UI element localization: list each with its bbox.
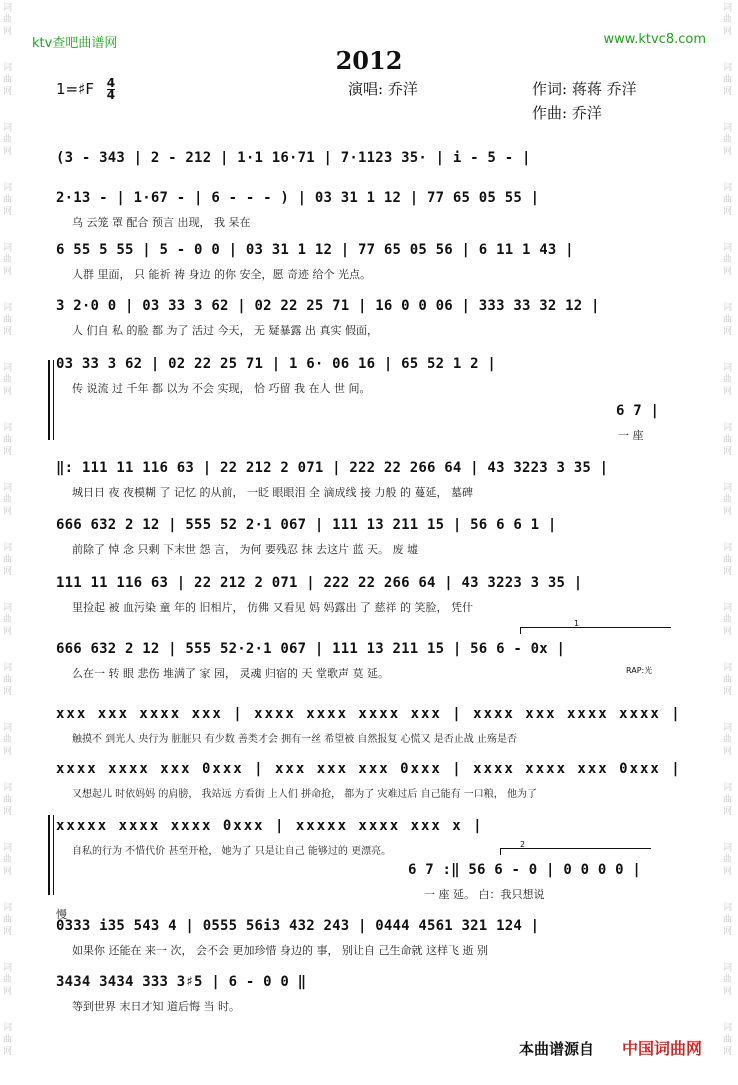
source-site[interactable]: 中国词曲网 <box>621 1039 702 1058</box>
watermark-char: 网 <box>723 147 733 157</box>
notation-line: 3434 3434 333 3♯5 | 6 - 0 0 ‖ <box>56 974 307 990</box>
watermark-char: 词 <box>3 243 13 253</box>
watermark-char: 词 <box>723 663 733 673</box>
watermark-char: 网 <box>3 1047 13 1057</box>
watermark-char: 词 <box>3 363 13 373</box>
watermark-char: 词 <box>723 123 733 133</box>
watermark-char: 曲 <box>723 255 733 265</box>
watermark-char: 曲 <box>723 615 733 625</box>
watermark-char: 词 <box>723 183 733 193</box>
watermark-char: 词 <box>3 3 13 13</box>
watermark-char: 词 <box>723 903 733 913</box>
notation-line: xxxx xxxx xxx 0xxx | xxx xxx xxx 0xxx | xxxx xxxx xxx 0xxx | <box>56 761 682 777</box>
watermark-char: 词 <box>723 3 733 13</box>
watermark-char: 曲 <box>3 615 13 625</box>
tempo-mark: 慢 <box>56 908 67 921</box>
watermark-char: 网 <box>723 447 733 457</box>
watermark-char: 网 <box>3 987 13 997</box>
rap-marker: RAP:光 <box>626 666 653 675</box>
watermark-char: 网 <box>723 507 733 517</box>
watermark-char: 网 <box>723 207 733 217</box>
watermark-char: 网 <box>723 267 733 277</box>
lyric-line: 么在一 转 眼 悲伤 堆满了 家 园， 灵魂 归宿的 天 堂歌声 莫 延。 <box>72 667 389 680</box>
watermark-char: 网 <box>723 807 733 817</box>
watermark-char: 网 <box>3 927 13 937</box>
watermark-char: 词 <box>3 723 13 733</box>
watermark-char: 网 <box>723 27 733 37</box>
singer-credit: 演唱: 乔洋 <box>348 80 418 98</box>
source-label: 本曲谱源自 <box>518 1040 594 1058</box>
watermark-char: 曲 <box>723 435 733 445</box>
watermark-char: 词 <box>723 843 733 853</box>
notation-line: xxxxx xxxx xxxx 0xxx | xxxxx xxxx xxx x | <box>56 818 484 834</box>
watermark-char: 网 <box>3 27 13 37</box>
watermark-char: 词 <box>723 963 733 973</box>
watermark-char: 曲 <box>723 495 733 505</box>
watermark-char: 曲 <box>723 1035 733 1045</box>
watermark-char: 曲 <box>723 675 733 685</box>
watermark-char: 曲 <box>3 1035 13 1045</box>
watermark-char: 词 <box>3 123 13 133</box>
watermark-char: 曲 <box>723 135 733 145</box>
watermark-char: 网 <box>3 87 13 97</box>
watermark-char: 网 <box>3 267 13 277</box>
watermark-char: 曲 <box>723 975 733 985</box>
watermark-char: 词 <box>3 663 13 673</box>
watermark-char: 曲 <box>3 375 13 385</box>
watermark-char: 曲 <box>3 795 13 805</box>
watermark-char: 词 <box>3 1023 13 1033</box>
watermark-char: 词 <box>723 603 733 613</box>
notation-line: 111 11 116 63 | 22 212 2 071 | 222 22 266 64 | 43 3223 3 35 | <box>56 575 583 591</box>
notation-line: 3 2·0 0 | 03 33 3 62 | 02 22 25 71 | 16 0 0 06 | 333 33 32 12 | <box>56 298 600 314</box>
watermark-char: 网 <box>3 507 13 517</box>
notation-line: 666 632 2 12 | 555 52·2·1 067 | 111 13 211 15 | 56 6 - 0x | <box>56 641 566 657</box>
lyric-line: 乌 云笼 罩 配合 预言 出现， 我 呆在 <box>72 216 251 229</box>
watermark-char: 网 <box>3 147 13 157</box>
watermark-char: 词 <box>723 243 733 253</box>
lyric-line: 传 说流 过 千年 都 以为 不会 实现， 恰 巧留 我 在人 世 间。 <box>72 382 371 395</box>
lyric-line: 自私的行为 不惜代价 甚至开枪， 她为了 只是让自己 能够过的 更漂亮。 <box>72 846 392 857</box>
lyric-line: 一 座 延。 白：我只想说 <box>424 888 545 901</box>
watermark-char: 网 <box>723 387 733 397</box>
watermark-char: 词 <box>3 183 13 193</box>
watermark-char: 网 <box>3 747 13 757</box>
watermark-char: 曲 <box>3 555 13 565</box>
right-watermark <box>720 0 738 1085</box>
watermark-char: 词 <box>723 723 733 733</box>
lyric-line: 触摸不 到光人 央行为 脏脏只 有少数 善类才会 拥有一丝 希望被 自然报复 心慌又 是否止战 止殇是否 <box>72 734 517 745</box>
watermark-char: 网 <box>3 327 13 337</box>
lyric-line: 如果你 还能在 来一 次， 会不会 更加珍惜 身边的 事， 别让自 己生命就 这样飞 逝 别 <box>72 944 488 957</box>
watermark-char: 曲 <box>3 75 13 85</box>
watermark-char: 词 <box>723 483 733 493</box>
watermark-char: 词 <box>723 543 733 553</box>
watermark-char: 网 <box>3 867 13 877</box>
notation-line: 03 33 3 62 | 02 22 25 71 | 1 6· 06 16 | 65 52 1 2 | <box>56 356 497 372</box>
watermark-char: 网 <box>723 567 733 577</box>
composer-credit: 作曲: 乔洋 <box>532 104 602 122</box>
watermark-char: 网 <box>723 687 733 697</box>
notation-line: 2·13 - | 1·67 - | 6 - - - ) | 03 31 1 12 | 77 65 05 55 | <box>56 190 540 206</box>
watermark-char: 网 <box>723 867 733 877</box>
site-url-right[interactable]: www.ktvc8.com <box>603 32 706 47</box>
key-text: 1=♯F <box>56 80 94 98</box>
key-signature <box>56 78 115 101</box>
watermark-char: 网 <box>3 627 13 637</box>
watermark-char: 词 <box>3 303 13 313</box>
lyric-line: 人群 里面， 只 能祈 祷 身边 的你 安全，愿 奇迹 给个 光点。 <box>72 268 371 281</box>
time-bottom: 4 <box>106 88 116 102</box>
notation-line: 6 7 :‖ 56 6 - 0 | 0 0 0 0 | <box>408 862 641 878</box>
watermark-char: 网 <box>723 627 733 637</box>
watermark-char: 词 <box>3 963 13 973</box>
watermark-char: 网 <box>723 327 733 337</box>
watermark-char: 网 <box>3 807 13 817</box>
watermark-char: 曲 <box>723 795 733 805</box>
notation-line: 0333 i35 543 4 | 0555 56i3 432 243 | 0444 4561 321 124 | <box>56 918 540 934</box>
watermark-char: 曲 <box>723 915 733 925</box>
watermark-char: 词 <box>3 483 13 493</box>
watermark-char: 曲 <box>3 135 13 145</box>
site-name-left[interactable]: ktv查吧曲谱网 <box>32 36 118 51</box>
watermark-char: 词 <box>3 423 13 433</box>
watermark-char: 曲 <box>723 15 733 25</box>
time-signature <box>107 78 115 101</box>
watermark-char: 曲 <box>723 855 733 865</box>
lyric-line: 里捡起 被 血污染 童 年的 旧相片， 仿佛 又看见 妈 妈露出 了 慈祥 的 笑脸， 凭什 <box>72 601 473 614</box>
watermark-char: 网 <box>3 687 13 697</box>
lyricist-credit: 作词: 蒋蒋 乔洋 <box>532 80 637 98</box>
watermark-char: 网 <box>3 207 13 217</box>
notation-line: 6 55 5 55 | 5 - 0 0 | 03 31 1 12 | 77 65 05 56 | 6 11 1 43 | <box>56 242 574 258</box>
watermark-char: 网 <box>723 1047 733 1057</box>
lyric-line: 一 座 <box>618 429 644 442</box>
lyric-line: 城日日 夜 夜模糊 了 记忆 的从前， 一眨 眼眼泪 全 滴成线 接 力般 的 蔓延， 墓碑 <box>72 486 473 499</box>
watermark-char: 曲 <box>3 735 13 745</box>
watermark-char: 词 <box>3 543 13 553</box>
watermark-char: 曲 <box>723 375 733 385</box>
watermark-char: 曲 <box>3 435 13 445</box>
volta-bracket <box>500 848 651 855</box>
watermark-char: 曲 <box>3 675 13 685</box>
time-top: 4 <box>106 76 116 90</box>
watermark-char: 曲 <box>723 195 733 205</box>
watermark-char: 词 <box>723 1023 733 1033</box>
watermark-char: 曲 <box>723 735 733 745</box>
watermark-char: 曲 <box>3 315 13 325</box>
notation-line: 666 632 2 12 | 555 52 2·1 067 | 111 13 211 15 | 56 6 6 1 | <box>56 517 557 533</box>
watermark-char: 词 <box>3 783 13 793</box>
watermark-char: 网 <box>723 927 733 937</box>
watermark-char: 曲 <box>3 195 13 205</box>
watermark-char: 词 <box>3 903 13 913</box>
lyric-line: 前除了 悼 念 只剩 下末世 怨 言， 为何 要残忍 抹 去这片 蓝 天。 废 墟 <box>72 543 418 556</box>
watermark-char: 曲 <box>723 555 733 565</box>
notation-line: (3 - 343 | 2 - 212 | 1·1 16·71 | 7·1123 35· | i - 5 - | <box>56 150 531 166</box>
notation-line: xxx xxx xxxx xxx | xxxx xxxx xxxx xxx | xxxx xxx xxxx xxxx | <box>56 706 682 722</box>
watermark-char: 网 <box>723 747 733 757</box>
watermark-char: 曲 <box>723 75 733 85</box>
watermark-char: 网 <box>3 387 13 397</box>
watermark-char: 词 <box>3 843 13 853</box>
watermark-char: 词 <box>723 63 733 73</box>
watermark-char: 网 <box>723 87 733 97</box>
watermark-char: 网 <box>723 987 733 997</box>
watermark-char: 曲 <box>3 255 13 265</box>
watermark-char: 曲 <box>3 915 13 925</box>
volta-number: 2 <box>520 840 526 849</box>
watermark-char: 曲 <box>3 975 13 985</box>
watermark-char: 曲 <box>3 495 13 505</box>
watermark-char: 曲 <box>723 315 733 325</box>
watermark-char: 词 <box>3 63 13 73</box>
volta-bracket <box>520 627 671 634</box>
notation-line: 6 7 | <box>616 403 660 419</box>
volta-number: 1 <box>574 619 580 628</box>
watermark-char: 词 <box>723 783 733 793</box>
watermark-char: 曲 <box>3 15 13 25</box>
repeat-bracket-1 <box>48 360 50 440</box>
watermark-char: 网 <box>3 447 13 457</box>
watermark-char: 网 <box>3 567 13 577</box>
watermark-char: 词 <box>3 603 13 613</box>
watermark-char: 词 <box>723 303 733 313</box>
notation-line: ‖: 111 11 116 63 | 22 212 2 071 | 222 22 266 64 | 43 3223 3 35 | <box>56 460 609 476</box>
left-watermark <box>0 0 18 1085</box>
watermark-char: 词 <box>723 423 733 433</box>
lyric-line: 又想起儿 时依妈妈 的肩膀， 我站远 方看街 上人们 拼命抢， 都为了 灾难过后 自己能有 一口粮， 他为了 <box>72 789 537 800</box>
watermark-char: 词 <box>723 363 733 373</box>
watermark-char: 曲 <box>3 855 13 865</box>
lyric-line: 等到世界 末日才知 道后悔 当 时。 <box>72 1000 240 1013</box>
repeat-bracket-2 <box>48 815 50 895</box>
lyric-line: 人 们自 私 的脸 都 为了 活过 今天， 无 疑暴露 出 真实 假面， <box>72 324 378 337</box>
song-title: 2012 <box>335 46 403 75</box>
